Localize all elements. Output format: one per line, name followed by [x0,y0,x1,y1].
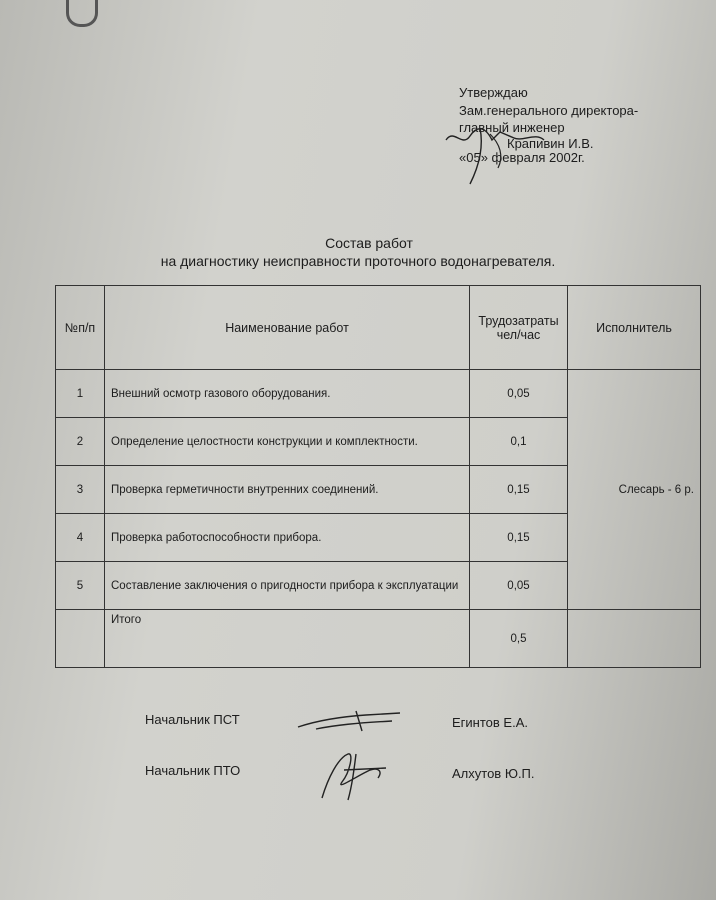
header-labor: Трудозатраты чел/час [470,286,568,370]
approval-role: главный инженер [459,120,565,135]
row-labor: 0,05 [470,562,568,610]
row-labor: 0,15 [470,514,568,562]
total-exec-cell [568,610,701,668]
approval-date: «05» февраля 2002г. [459,150,585,165]
row-name: Внешний осмотр газового оборудования. [105,370,470,418]
row-name: Проверка работоспособности прибора. [105,514,470,562]
pto-name: Алхутов Ю.П. [452,766,535,781]
approval-signer: Крапивин И.В. [507,136,594,151]
row-num: 1 [56,370,105,418]
total-label: Итого [105,610,470,668]
row-name: Проверка герметичности внутренних соединений. [105,466,470,514]
pto-title: Начальник ПТО [145,763,241,778]
pst-title: Начальник ПСТ [145,712,240,727]
row-name: Составление заключения о пригодности прибора к эксплуатации [105,562,470,610]
table-header-row [56,286,701,370]
approval-label: Утверждаю [459,85,528,100]
approval-signature [440,118,560,188]
pst-name: Егинтов Е.А. [452,715,528,730]
title-line-1: Состав работ [325,235,413,251]
row-num: 3 [56,466,105,514]
title-line-2: на диагностику неисправности проточного водонагревателя. [160,253,556,269]
paper-clip-icon [66,0,98,27]
row-num: 4 [56,514,105,562]
total-value: 0,5 [470,610,568,668]
executor-cell: Слесарь - 6 р. [568,370,701,610]
table-total-row [56,610,701,668]
pto-signature [314,748,394,804]
approval-position: Зам.генерального директора- [459,102,639,118]
row-labor: 0,1 [470,418,568,466]
document-title [0,234,716,270]
pst-signature [296,705,406,735]
row-labor: 0,05 [470,370,568,418]
total-num-cell [56,610,105,668]
row-num: 2 [56,418,105,466]
table-row [56,370,701,418]
row-labor: 0,15 [470,466,568,514]
header-num: №п/п [56,286,105,370]
header-executor: Исполнитель [568,286,701,370]
row-num: 5 [56,562,105,610]
header-name: Наименование работ [105,286,470,370]
row-name: Определение целостности конструкции и комплектности. [105,418,470,466]
works-table [55,285,701,668]
